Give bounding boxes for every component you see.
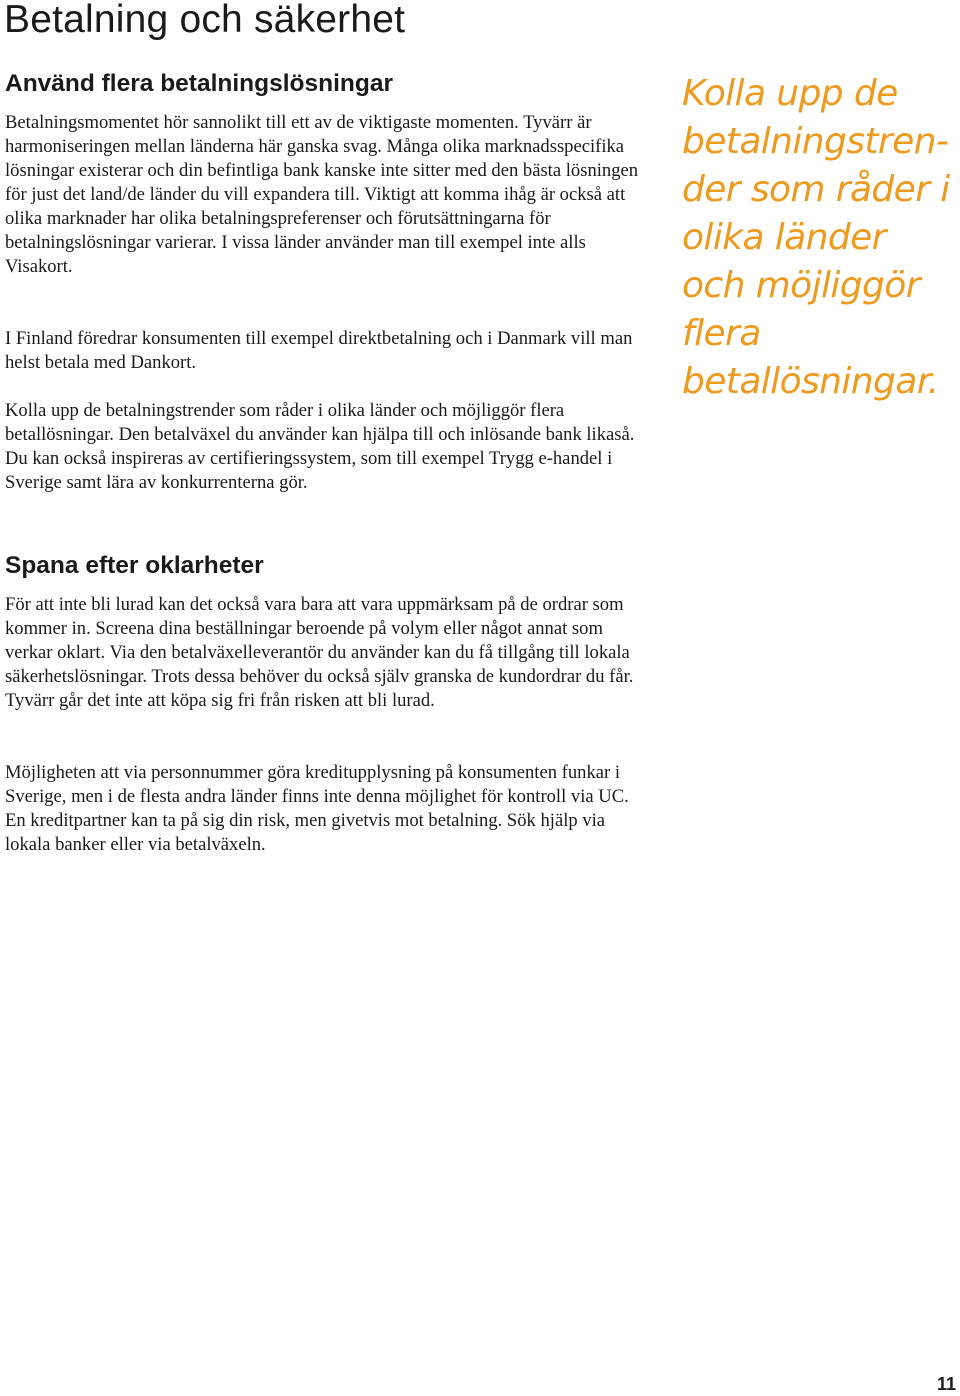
paragraph: Kolla upp de betalningstrender som råder i olika länder och möjliggör flera betallösningar. Den betalväxel du använder kan hjälpa till och inlösande bank likaså. Du kan också inspireras av certifieringssystem, som till exempel Trygg e-handel i Sverige samt lära av konkurrenterna gör. — [5, 400, 635, 493]
section-heading-look-for-irregularities: Spana efter oklarheter — [5, 552, 264, 579]
pull-quote: Kolla upp de betalningstrender som råder i olika länder och möjliggör flera betallösningar. — [682, 73, 950, 402]
paragraph: I Finland föredrar konsumenten till exempel direktbetalning och i Danmark vill man helst betala med Dankort. — [5, 328, 633, 373]
paragraph: För att inte bli lurad kan det också vara bara att vara uppmärksam på de ordrar som kommer in. Screena dina beställningar beroende på volym eller något annat som verkar oklart. Via den betalväxelleverantör du använder kan du få tillgång till lokala säkerhetslösningar. Trots dessa behöver du också själv granska de kundordrar du får. Tyvärr går det inte att köpa sig fri från risken att bli lurad. — [5, 594, 634, 711]
paragraph: Betalningsmomentet hör sannolikt till ett av de viktigaste momenten. Tyvärr är harmoniseringen mellan länderna här ganska svag. Många olika marknadsspecifika lösningar existerar och din befintliga bank kanske inte sitter med den bästa lösningen för just det land/de länder du vill expandera till. Viktigt att komma ihåg är också att olika marknader har olika betalningspreferenser och förutsättningarna för betalningslösningar varierar. I vissa länder använder man till exempel inte alls Visakort. — [5, 112, 639, 277]
paragraph: Möjligheten att via personnummer göra kreditupplysning på konsumenten funkar i Sverige, men i de flesta andra länder finns inte denna möjlighet för kontroll via UC. En kreditpartner kan ta på sig din risk, men givetvis mot betalning. Sök hjälp via lokala banker eller via betalväxeln. — [5, 762, 629, 855]
section-heading-payment-solutions: Använd flera betalningslösningar — [5, 70, 393, 97]
page-number: 11 — [936, 1374, 956, 1394]
page-title: Betalning och säkerhet — [4, 0, 406, 41]
